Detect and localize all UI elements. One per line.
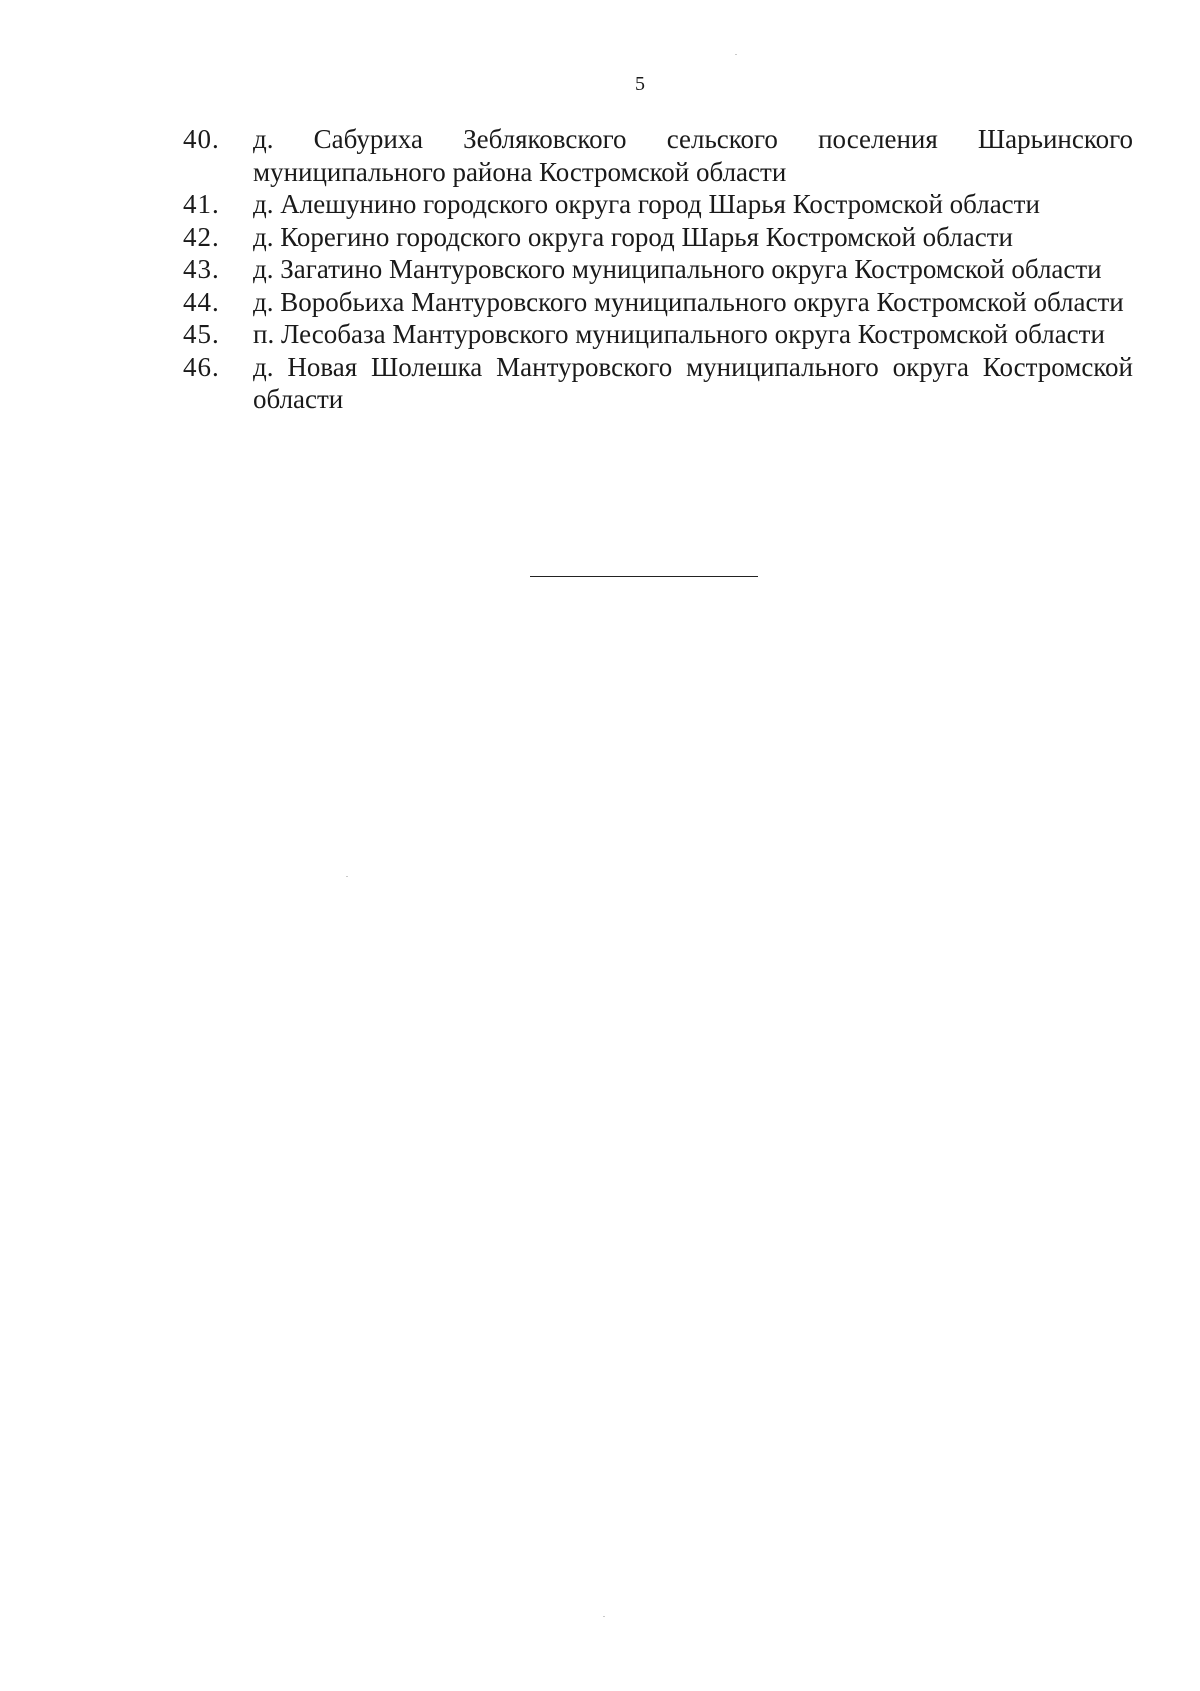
item-text: д. Загатино Мантуровского муниципального округа Костромской области [253,254,1102,284]
scan-speck [735,54,737,55]
list-item [183,318,1133,351]
list-item [183,188,1133,221]
item-number: 42. [183,221,220,252]
item-text: д. Алешунино городского округа город Шарья Костромской области [253,189,1040,219]
list-item [183,253,1133,286]
item-number: 44. [183,286,220,317]
item-text: д. Новая Шолешка Мантуровского муниципального округа Костромской области [253,351,1133,414]
settlement-list [183,123,1133,416]
item-text: д. Воробьиха Мантуровского муниципального округа Костромской области [253,286,1124,317]
list-item [183,286,1133,319]
scan-speck [603,1616,605,1617]
end-separator-line [530,576,758,577]
item-number: 43. [183,254,220,284]
item-number: 45. [183,319,220,349]
page-number: 5 [635,73,645,95]
item-text: д. Сабуриха Зебляковского сельского поселения Шарьинского муниципального района Костромской области [253,124,1133,187]
item-number: 40. [183,124,220,154]
scan-speck [346,876,348,877]
list-item [183,221,1133,254]
list-item [183,123,1133,188]
item-text: п. Лесобаза Мантуровского муниципального округа Костромской области [253,319,1105,349]
item-number: 41. [183,189,220,219]
item-text: д. Корегино городского округа город Шарья Костромской области [253,221,1013,252]
item-number: 46. [183,351,220,382]
list-item [183,351,1133,416]
